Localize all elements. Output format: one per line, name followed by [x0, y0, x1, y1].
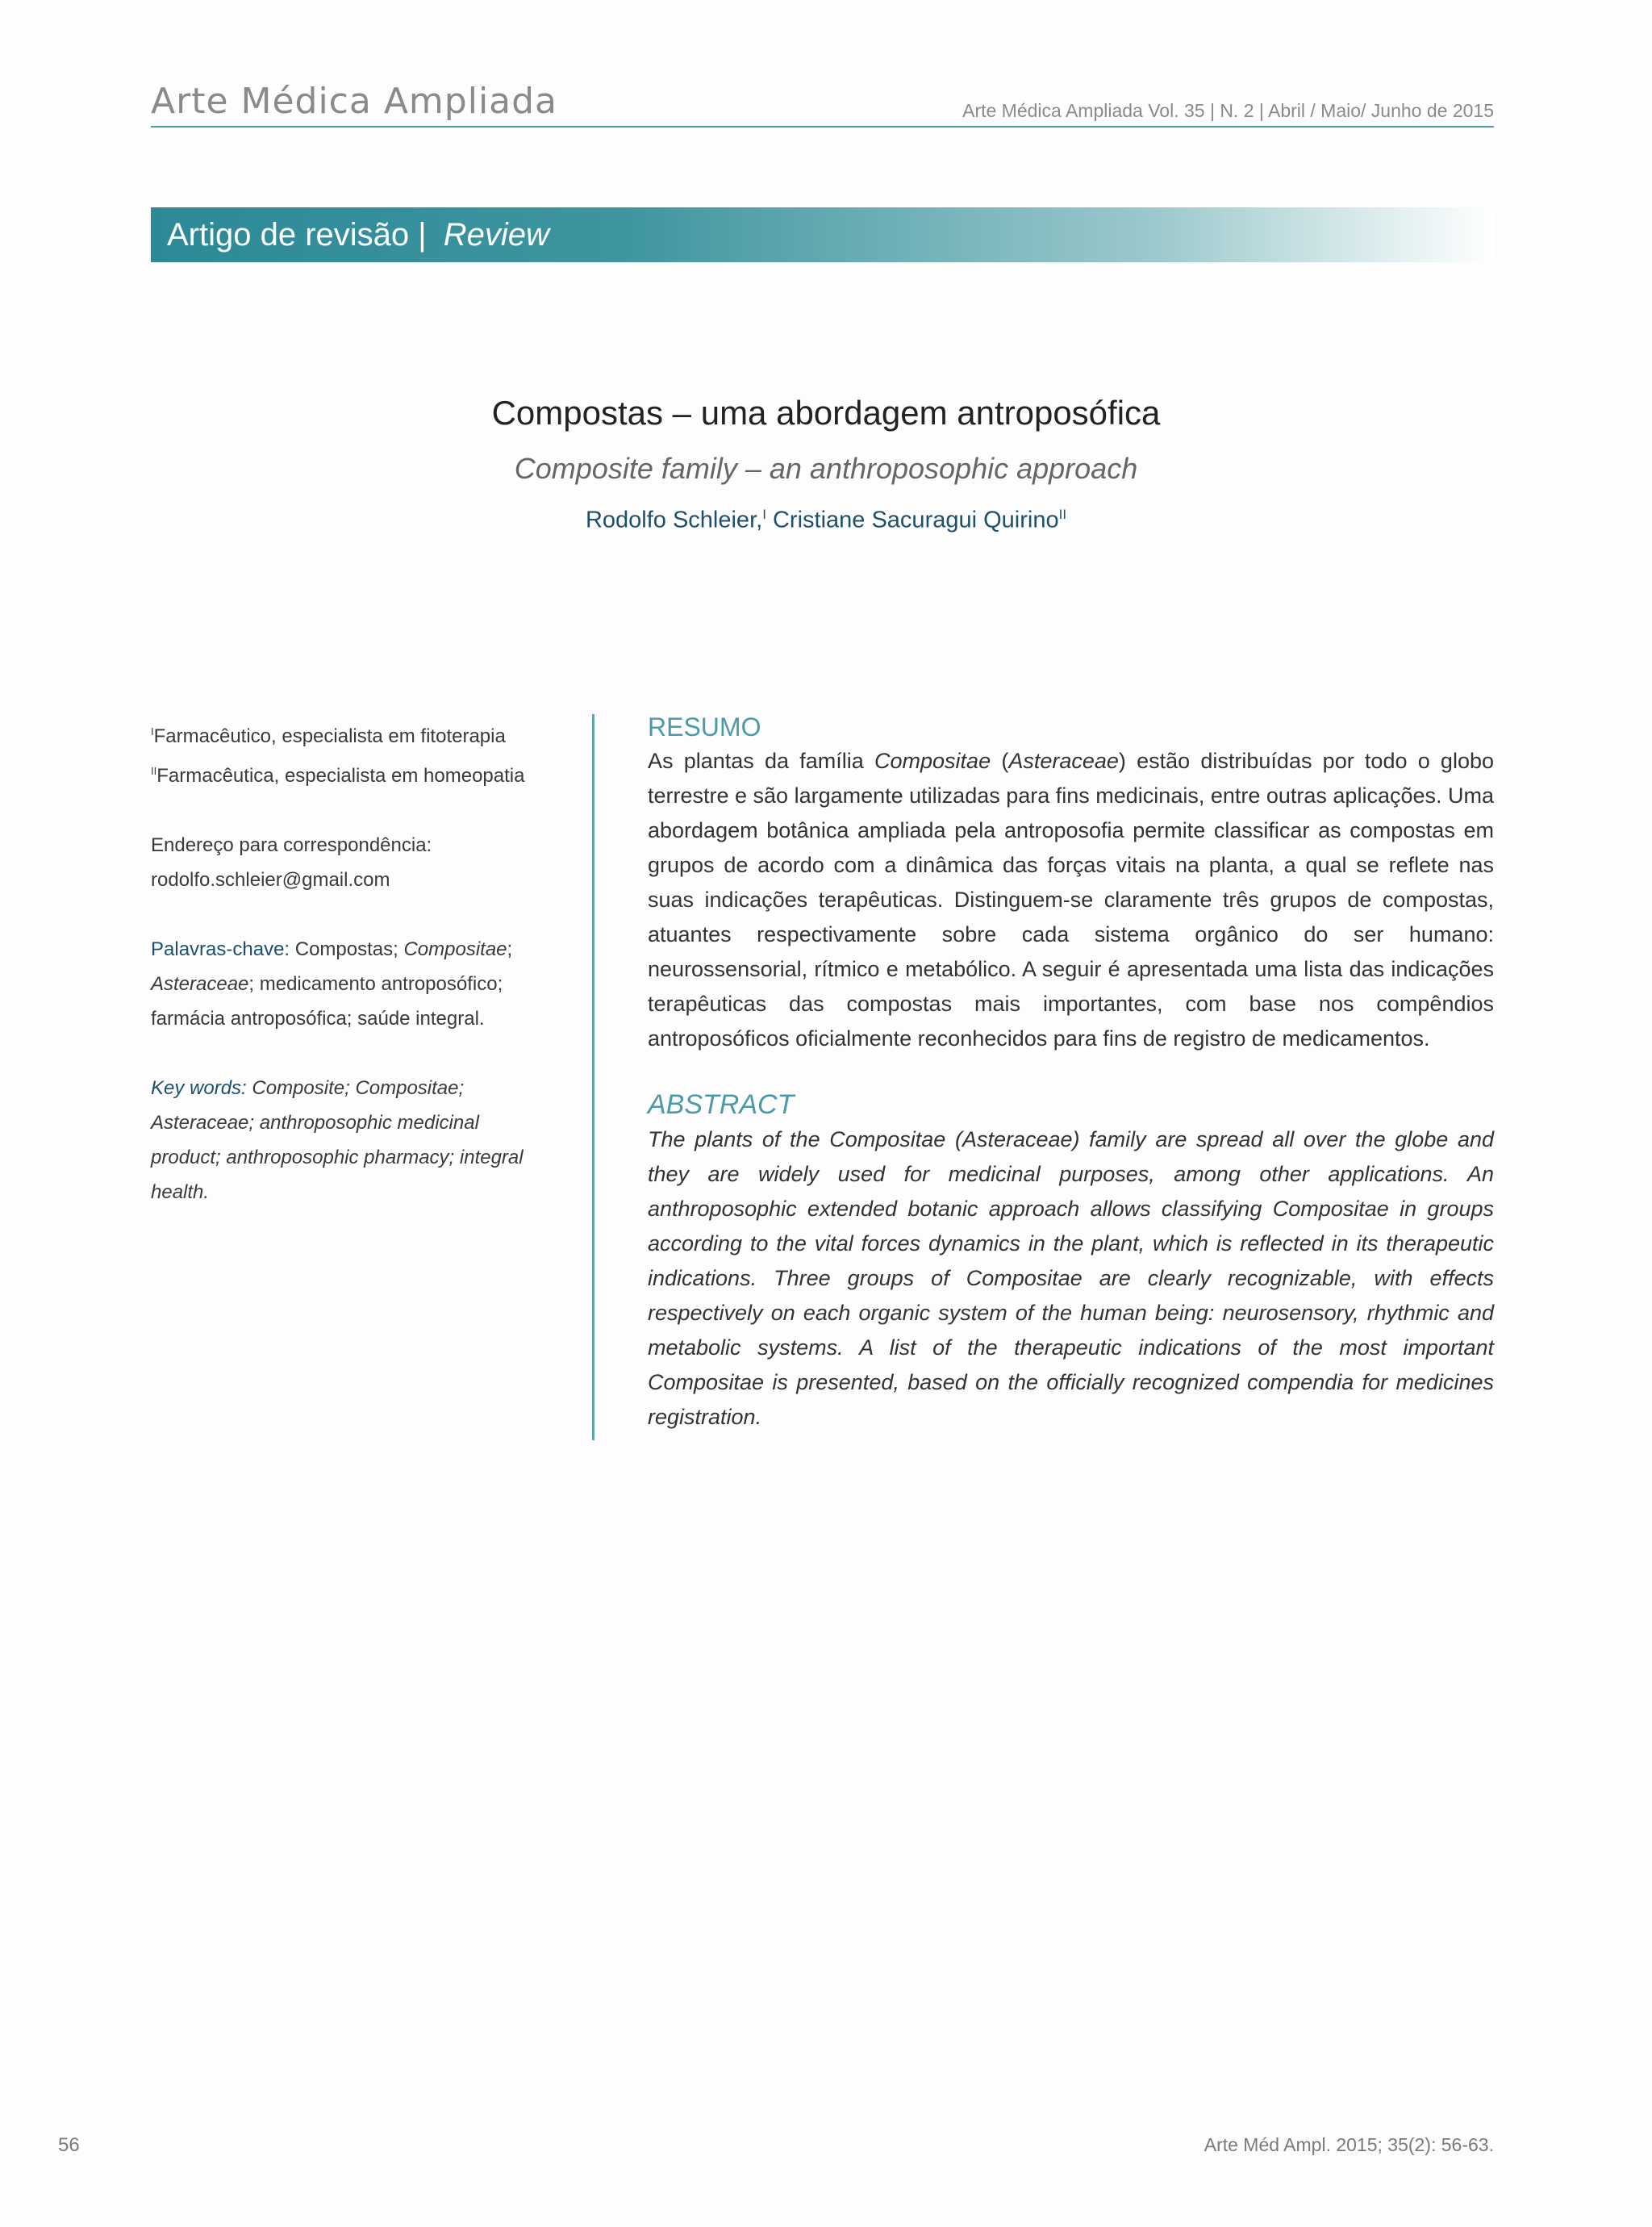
authors — [0, 507, 1652, 534]
affiliation-marker: I — [762, 507, 766, 522]
page-number: 56 — [58, 2134, 80, 2156]
section-label-en: Review — [443, 216, 549, 253]
abstract-heading: ABSTRACT — [648, 1089, 795, 1120]
correspondence-label: Endereço para correspondência: — [151, 834, 432, 856]
journal-name: Arte Médica Ampliada — [151, 81, 558, 122]
citation: Arte Méd Ampl. 2015; 35(2): 56-63. — [1204, 2134, 1494, 2155]
affiliation-2: $^{II}$Farmacêutica, especialista em homeopatia — [151, 765, 525, 787]
affiliation-1: $^I$Farmacêutico, especialista em fitoterapia — [151, 725, 506, 747]
author-name: Rodolfo Schleier, — [585, 507, 763, 533]
article-subtitle: Composite family – an anthroposophic approach — [514, 452, 1138, 485]
correspondence-email[interactable]: rodolfo.schleier@gmail.com — [151, 869, 390, 891]
keywords-en: Key words: Composite; Compositae; Asteraceae; anthroposophic medicinal product; anthroposophic pharmacy; integral health. — [151, 1077, 524, 1203]
affiliations — [151, 714, 554, 793]
keywords-pt-label: Palavras-chave: — [151, 938, 290, 960]
section-banner — [151, 207, 1494, 262]
resumo-heading: RESUMO — [648, 712, 761, 742]
sidebar — [151, 714, 554, 1244]
issue-info: Arte Médica Ampliada Vol. 35 | N. 2 | Abril / Maio/ Junho de 2015 — [962, 100, 1494, 121]
header-rule — [151, 126, 1494, 127]
abstract-text: The plants of the Compositae (Asteraceae) family are spread all over the globe and they are widely used for medicinal purposes, among other applications. An anthroposophic extended botanic approach allows classifying Compositae in groups according to the vital forces dynamics in the plant, which is reflected in its therapeutic indications. Three groups of Compositae are clearly recognizable, with effects respectively on each organic system of the human being: neurosensory, rhythmic and metabolic systems. A list of the therapeutic indications of the most important Compositae is presented, based on the officially recognized compendia for medicines registration. — [648, 1127, 1494, 1429]
affiliation-marker: II — [1058, 507, 1067, 522]
abstract-column — [648, 712, 1494, 1435]
section-label: Artigo de revisão | Review — [167, 216, 549, 253]
column-divider — [592, 714, 594, 1440]
author-name: Cristiane Sacuragui Quirino — [766, 507, 1059, 533]
keywords-pt: Palavras-chave: Compostas; Compositae; Asteraceae; medicamento antroposófico; farmácia antroposófica; saúde integral. — [151, 938, 513, 1030]
keywords-en-label: Key words: — [151, 1077, 247, 1099]
resumo-text: As plantas da família Compositae (Asteraceae) estão distribuídas por todo o globo terrestre e são largamente utilizadas para fins medicinais, entre outras aplicações. Uma abordagem botânica ampliada pela antroposofia permite classificar as compostas em grupos de acordo com a dinâmica das forças vitais na planta, a qual se reflete nas suas indicações terapêuticas. Distinguem-se claramente três grupos de compostas, atuantes respectivamente sobre cada sistema orgânico do ser humano: neurossensorial, rítmico e metabólico. A seguir é apresentada uma lista das indicações terapêuticas das compostas mais importantes, com base nos compêndios antroposóficos oficialmente reconhecidos para fins de registro de medicamentos. — [648, 749, 1495, 1051]
article-title: Compostas – uma abordagem antroposófica — [491, 394, 1161, 432]
correspondence — [151, 828, 554, 897]
